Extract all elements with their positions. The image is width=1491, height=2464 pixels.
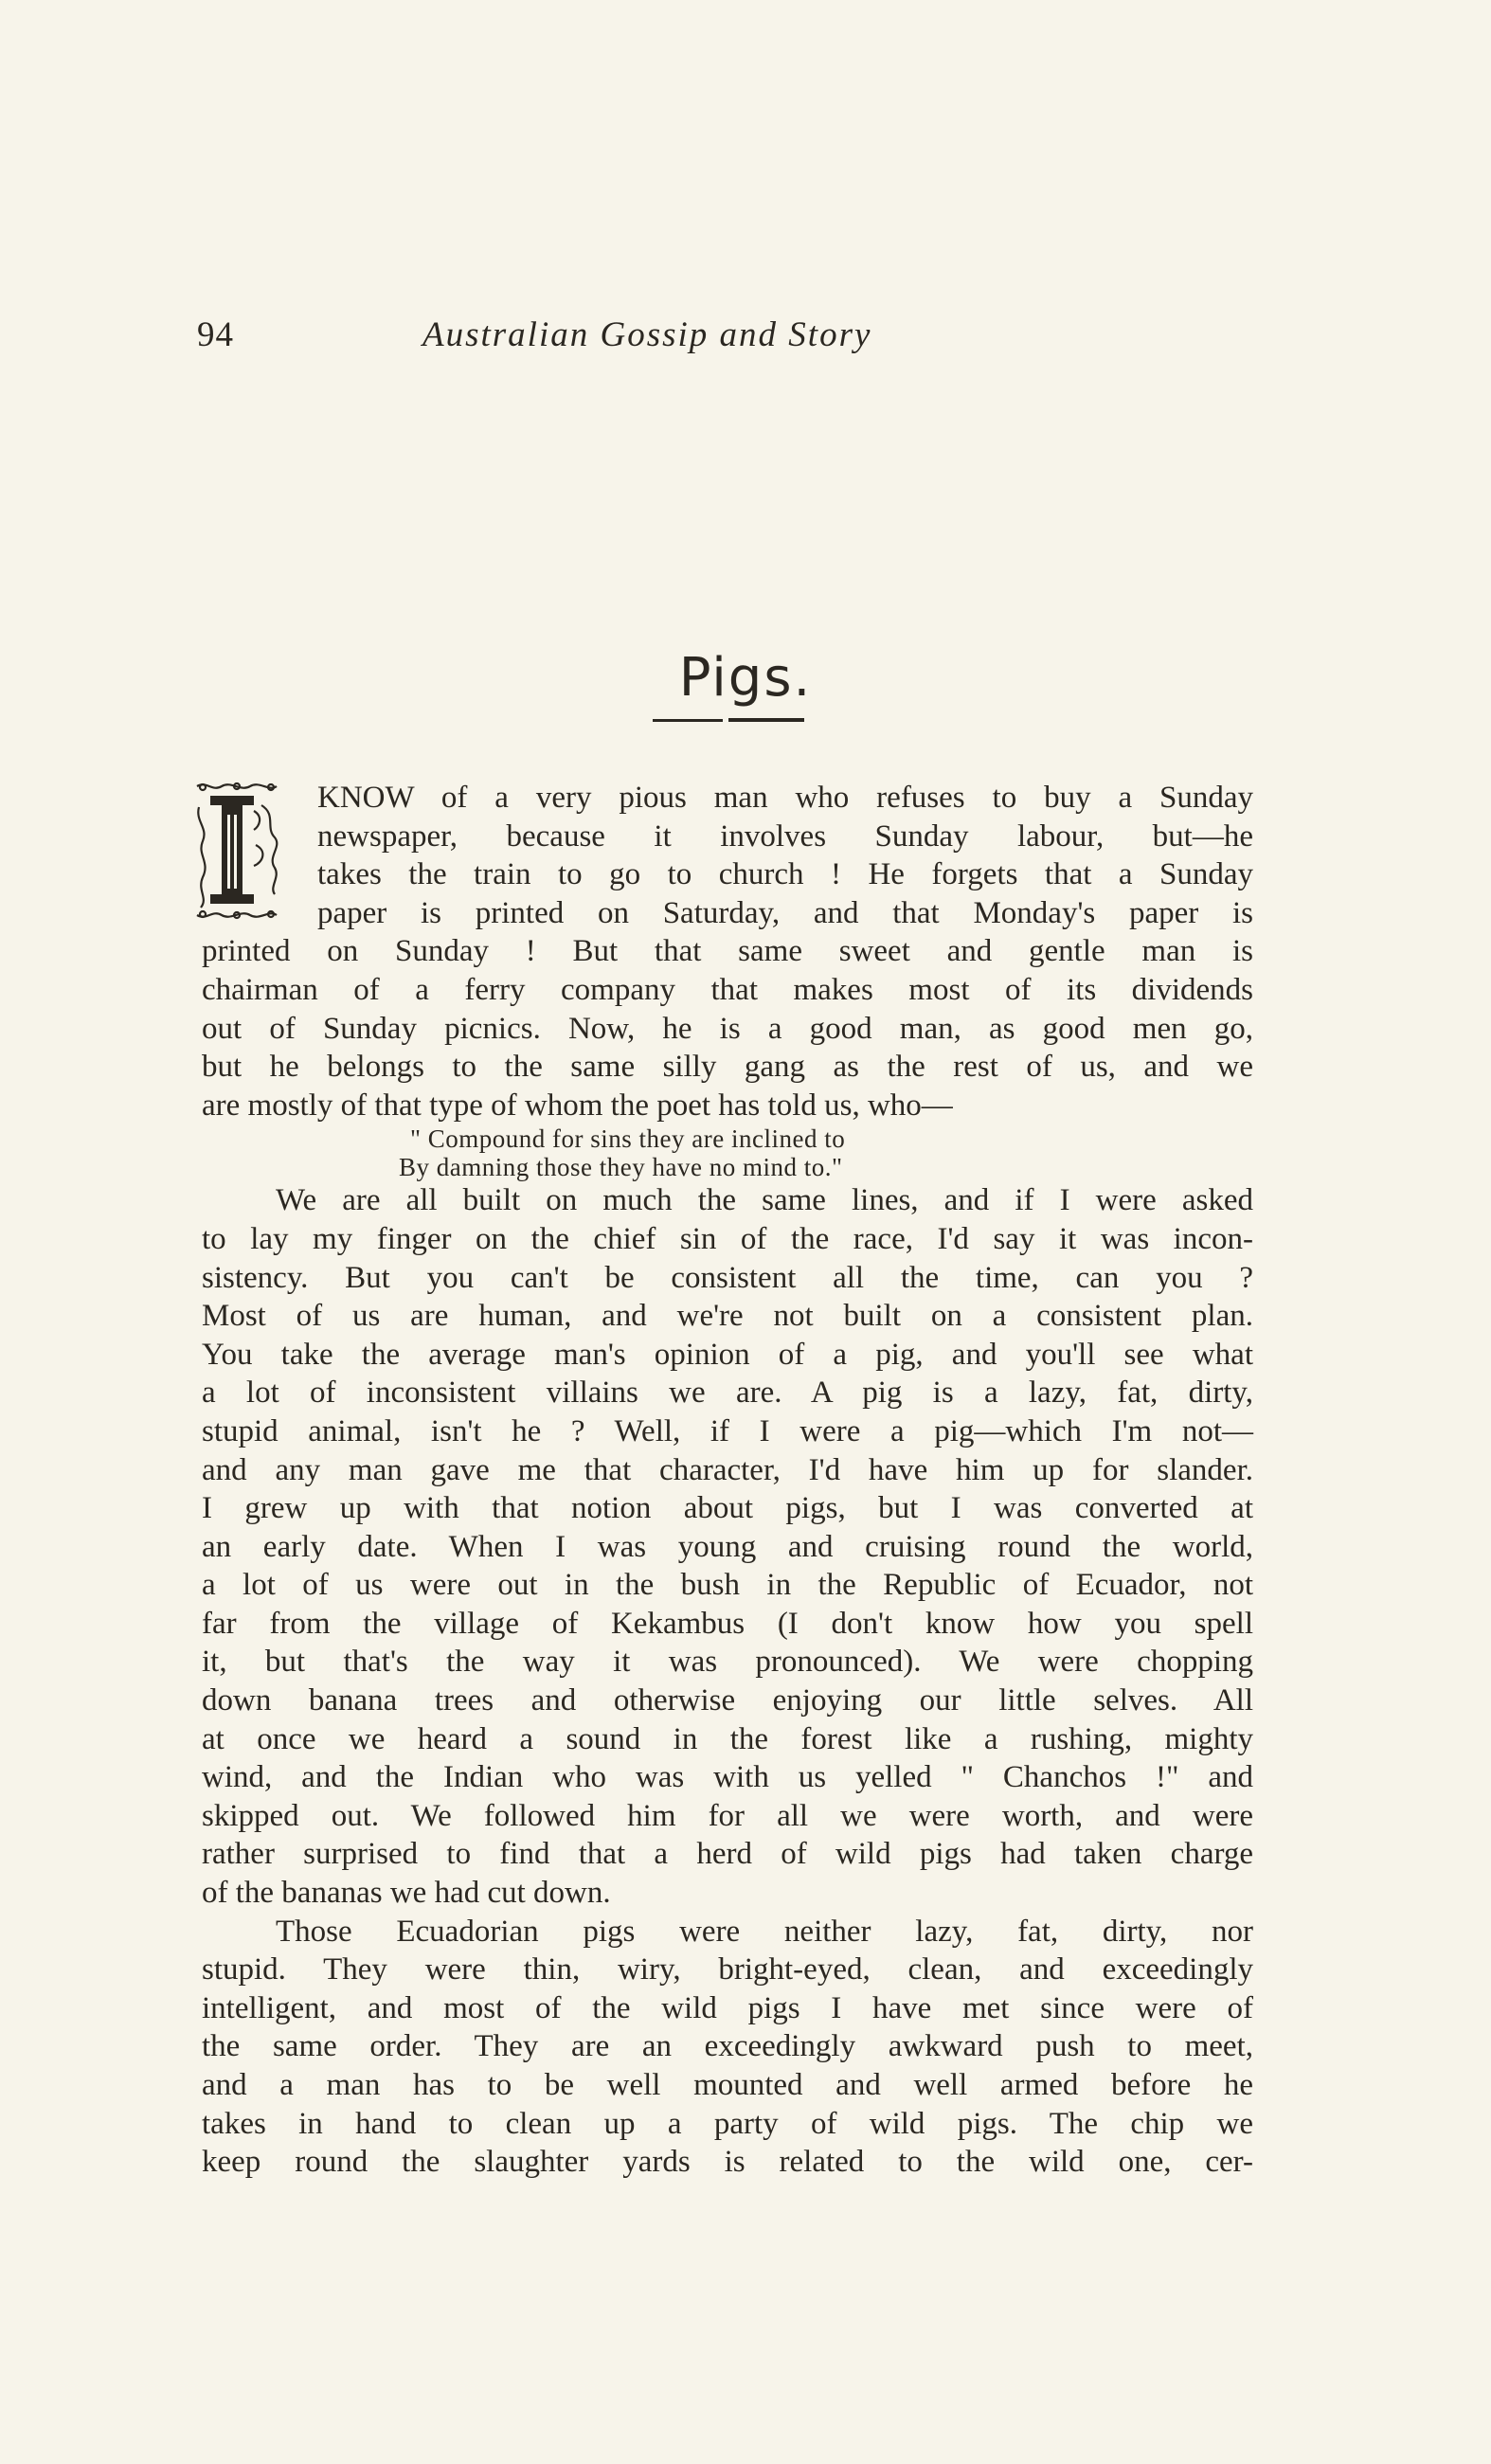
text-line: printed on Sunday ! But that same sweet and gentle man is (202, 934, 1253, 969)
opening-paragraph (202, 779, 1253, 1124)
text-line: KNOW of a very pious man who refuses to buy a Sunday (317, 781, 1253, 815)
text-line: are mostly of that type of whom the poet has told us, who— (202, 1088, 953, 1123)
text-line: but he belongs to the same silly gang as the rest of us, and we (202, 1050, 1253, 1085)
text-line: and any man gave me that character, I'd have him up for slander. (202, 1452, 1253, 1487)
text-line: stupid. They were thin, wiry, bright-eyed, clean, and exceedingly (202, 1952, 1253, 1987)
text-line: wind, and the Indian who was with us yelled " Chanchos !" and (202, 1760, 1253, 1795)
text-line: skipped out. We followed him for all we were worth, and were (202, 1798, 1253, 1833)
text-line: newspaper, because it involves Sunday labour, but—he (317, 818, 1253, 854)
text-line: an early date. When I was young and cruising round the world, (202, 1529, 1253, 1564)
text-line: and a man has to be well mounted and well armed before he (202, 2068, 1253, 2102)
page-number: 94 (197, 315, 234, 354)
text-line: Those Ecuadorian pigs were neither lazy, fat, dirty, nor (276, 1914, 1253, 1949)
quote-line: " Compound for sins they are inclined to (410, 1124, 846, 1154)
quote-line: By damning those they have no mind to." (399, 1153, 843, 1182)
text-line: at once we heard a sound in the forest like a rushing, mighty (202, 1721, 1253, 1756)
paragraph (202, 1181, 1253, 1912)
text-line: We are all built on much the same lines, and if I were asked (276, 1183, 1253, 1218)
text-line: keep round the slaughter yards is related to the wild one, cer- (202, 2145, 1253, 2180)
text-line: of the bananas we had cut down. (202, 1876, 611, 1911)
text-line: chairman of a ferry company that makes most of its dividends (202, 972, 1253, 1007)
running-head (197, 315, 932, 358)
text-line: a lot of inconsistent villains we are. A pig is a lazy, fat, dirty, (202, 1376, 1253, 1411)
text-line: rather surprised to find that a herd of wild pigs had taken charge (202, 1837, 1253, 1872)
text-line: paper is printed on Saturday, and that Monday's paper is (317, 895, 1253, 930)
text-line: out of Sunday picnics. Now, he is a good man, as good men go, (202, 1011, 1253, 1046)
text-line: far from the village of Kekambus (I don't know how you spell (202, 1606, 1253, 1641)
book-title: Australian Gossip and Story (422, 315, 872, 354)
text-line: down banana trees and otherwise enjoying our little selves. All (202, 1683, 1253, 1718)
text-line: takes in hand to clean up a party of wild pigs. The chip we (202, 2106, 1253, 2141)
verse-quotation (202, 1124, 1253, 1181)
text-line: Most of us are human, and we're not built on a consistent plan. (202, 1299, 1253, 1334)
text-line: You take the average man's opinion of a pig, and you'll see what (202, 1337, 1253, 1372)
text-line: the same order. They are an exceedingly awkward push to meet, (202, 2029, 1253, 2064)
text-line: it, but that's the way it was pronounced). We were chopping (202, 1645, 1253, 1680)
title-rule (653, 718, 804, 724)
body-text (202, 779, 1253, 2182)
text-line: takes the train to go to church ! He forgets that a Sunday (317, 857, 1253, 892)
text-line: sistency. But you can't be consistent all the time, can you ? (202, 1260, 1253, 1295)
paragraph (202, 1913, 1253, 2182)
text-line: to lay my finger on the chief sin of the race, I'd say it was incon- (202, 1221, 1253, 1256)
text-line: stupid animal, isn't he ? Well, if I were a pig—which I'm not— (202, 1413, 1253, 1448)
text-line: a lot of us were out in the bush in the Republic of Ecuador, not (202, 1568, 1253, 1603)
text-line: intelligent, and most of the wild pigs I have met since were of (202, 1990, 1253, 2025)
chapter-title: Pigs. (678, 646, 813, 709)
text-line: I grew up with that notion about pigs, but I was converted at (202, 1491, 1253, 1526)
